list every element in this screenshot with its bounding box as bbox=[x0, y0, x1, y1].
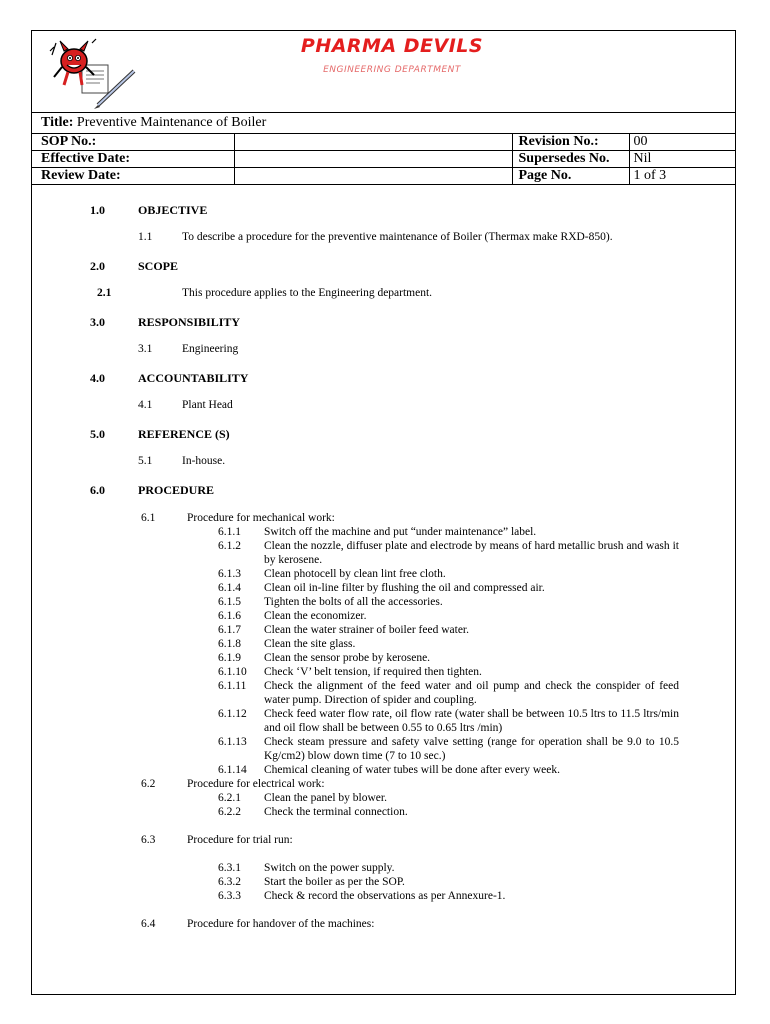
effective-date-value bbox=[234, 151, 512, 168]
step-number: 6.1.1 bbox=[218, 526, 241, 538]
procedure-number: 6.3 bbox=[141, 834, 156, 846]
step-number: 6.1.2 bbox=[218, 540, 241, 552]
title-label: Title: bbox=[41, 115, 74, 130]
step-text: Clean oil in-line filter by flushing the oil and compressed air. bbox=[264, 582, 545, 594]
step-number: 6.2.2 bbox=[218, 806, 241, 818]
step-number: 6.1.10 bbox=[218, 666, 247, 678]
procedure-handover bbox=[141, 917, 679, 931]
step-number: 6.1.8 bbox=[218, 638, 241, 650]
review-date-value bbox=[234, 168, 512, 185]
sop-label: SOP No.: bbox=[32, 134, 234, 151]
step-number: 6.1.7 bbox=[218, 624, 241, 636]
procedure-step bbox=[141, 791, 679, 805]
procedure-step bbox=[141, 581, 679, 595]
section-number: 1.0 bbox=[90, 203, 105, 217]
document-header bbox=[32, 31, 735, 112]
procedure-step bbox=[141, 707, 679, 735]
info-row-effective bbox=[32, 151, 735, 168]
step-number: 6.1.4 bbox=[218, 582, 241, 594]
step-text: Switch off the machine and put “under maintenance” label. bbox=[264, 526, 537, 538]
step-number: 6.1.14 bbox=[218, 764, 247, 776]
step-text: Check ‘V’ belt tension, if required then tighten. bbox=[264, 666, 482, 678]
step-text: Check feed water flow rate, oil flow rate (water shall be between 10.5 ltrs to 11.5 ltrs/min and oil flow shall be between 0.55 to 0.65 ltrs /min) bbox=[264, 708, 679, 734]
mechanical-steps bbox=[141, 525, 679, 777]
brand-name: PHARMA DEVILS bbox=[300, 35, 484, 57]
procedure-number: 6.1 bbox=[141, 512, 156, 524]
procedure-title: Procedure for mechanical work: bbox=[187, 512, 335, 524]
step-number: 6.1.9 bbox=[218, 652, 241, 664]
step-text: Check steam pressure and safety valve setting (range for operation shall be 9.0 to 10.5 Kg/cm2) blow down time (7 to 10 sec.) bbox=[264, 736, 679, 762]
page-value: 1 of 3 bbox=[629, 168, 735, 185]
step-text: Clean photocell by clean lint free cloth. bbox=[264, 568, 446, 580]
section-heading: REFERENCE (S) bbox=[138, 427, 230, 441]
step-number: 6.2.1 bbox=[218, 792, 241, 804]
item-number: 1.1 bbox=[138, 231, 153, 243]
trial-run-steps bbox=[141, 861, 679, 903]
procedure-step bbox=[141, 665, 679, 679]
step-text: Clean the water strainer of boiler feed water. bbox=[264, 624, 469, 636]
revision-label: Revision No.: bbox=[512, 134, 629, 151]
document-title bbox=[32, 112, 735, 134]
section-heading: RESPONSIBILITY bbox=[138, 315, 241, 329]
procedure-step bbox=[141, 609, 679, 623]
step-number: 6.1.3 bbox=[218, 568, 241, 580]
item-text: This procedure applies to the Engineering department. bbox=[182, 287, 433, 299]
step-text: Clean the site glass. bbox=[264, 638, 356, 650]
step-text: Clean the nozzle, diffuser plate and electrode by means of hard metallic brush and wash it by kerosene. bbox=[264, 540, 679, 566]
step-number: 6.1.13 bbox=[218, 736, 247, 748]
procedure-step bbox=[141, 567, 679, 581]
section-heading: SCOPE bbox=[138, 259, 179, 273]
procedure-step bbox=[141, 539, 679, 567]
supersedes-value: Nil bbox=[629, 151, 735, 168]
procedure-title: Procedure for handover of the machines: bbox=[187, 918, 375, 930]
procedure-trial-run bbox=[141, 833, 679, 847]
section-number: 2.0 bbox=[90, 259, 105, 273]
item-text: To describe a procedure for the preventive maintenance of Boiler (Thermax make RXD-850). bbox=[182, 231, 613, 243]
supersedes-label: Supersedes No. bbox=[512, 151, 629, 168]
procedure-step bbox=[141, 861, 679, 875]
section-number: 6.0 bbox=[90, 483, 105, 497]
procedure-number: 6.2 bbox=[141, 778, 156, 790]
section-number: 4.0 bbox=[90, 371, 105, 385]
step-number: 6.1.11 bbox=[218, 680, 247, 692]
procedure-title: Procedure for electrical work: bbox=[187, 778, 325, 790]
step-text: Check & record the observations as per Annexure-1. bbox=[264, 890, 506, 902]
document-page bbox=[31, 30, 736, 995]
procedure-step bbox=[141, 889, 679, 903]
step-text: Check the terminal connection. bbox=[264, 806, 408, 818]
procedure-mechanical bbox=[141, 511, 679, 525]
procedure-step bbox=[141, 525, 679, 539]
item-text: Engineering bbox=[182, 343, 239, 355]
procedure-step bbox=[141, 763, 679, 777]
procedure-step bbox=[141, 637, 679, 651]
procedure-electrical bbox=[141, 777, 679, 791]
step-number: 6.3.2 bbox=[218, 876, 241, 888]
item-text: In-house. bbox=[182, 455, 226, 467]
devil-logo-icon bbox=[48, 37, 138, 111]
item-number: 2.1 bbox=[97, 287, 112, 299]
procedure-step bbox=[141, 679, 679, 707]
step-number: 6.1.6 bbox=[218, 610, 241, 622]
section-heading: ACCOUNTABILITY bbox=[138, 371, 249, 385]
step-number: 6.3.3 bbox=[218, 890, 241, 902]
item-text: Plant Head bbox=[182, 399, 233, 411]
step-number: 6.3.1 bbox=[218, 862, 241, 874]
step-text: Tighten the bolts of all the accessories. bbox=[264, 596, 443, 608]
review-date-label: Review Date: bbox=[32, 168, 234, 185]
step-text: Clean the panel by blower. bbox=[264, 792, 387, 804]
document-info-table bbox=[32, 134, 735, 185]
procedure-step bbox=[141, 875, 679, 889]
title-value: Preventive Maintenance of Boiler bbox=[76, 115, 267, 130]
step-text: Clean the economizer. bbox=[264, 610, 367, 622]
item-number: 5.1 bbox=[138, 455, 153, 467]
step-text: Start the boiler as per the SOP. bbox=[264, 876, 405, 888]
procedure-number: 6.4 bbox=[141, 918, 156, 930]
electrical-steps bbox=[141, 791, 679, 819]
info-row-review bbox=[32, 168, 735, 185]
item-number: 4.1 bbox=[138, 399, 153, 411]
section-number: 5.0 bbox=[90, 427, 105, 441]
procedure-step bbox=[141, 651, 679, 665]
section-heading: OBJECTIVE bbox=[138, 203, 208, 217]
procedure-step bbox=[141, 595, 679, 609]
step-text: Switch on the power supply. bbox=[264, 862, 395, 874]
step-number: 6.1.12 bbox=[218, 708, 247, 720]
procedure-title: Procedure for trial run: bbox=[187, 834, 293, 846]
procedure-step bbox=[141, 735, 679, 763]
item-number: 3.1 bbox=[138, 343, 153, 355]
sop-value bbox=[234, 134, 512, 151]
step-text: Check the alignment of the feed water and oil pump and check the conspider of feed water pump. Direction of spider and coupling. bbox=[264, 680, 679, 706]
section-number: 3.0 bbox=[90, 315, 105, 329]
department-name: ENGINEERING DEPARTMENT bbox=[323, 65, 461, 75]
revision-value: 00 bbox=[629, 134, 735, 151]
step-text: Chemical cleaning of water tubes will be done after every week. bbox=[264, 764, 561, 776]
procedure-step bbox=[141, 805, 679, 819]
procedure-step bbox=[141, 623, 679, 637]
step-number: 6.1.5 bbox=[218, 596, 241, 608]
page-label: Page No. bbox=[512, 168, 629, 185]
info-row-sop bbox=[32, 134, 735, 151]
section-heading: PROCEDURE bbox=[138, 483, 215, 497]
step-text: Clean the sensor probe by kerosene. bbox=[264, 652, 431, 664]
procedure-content bbox=[141, 511, 679, 931]
effective-date-label: Effective Date: bbox=[32, 151, 234, 168]
